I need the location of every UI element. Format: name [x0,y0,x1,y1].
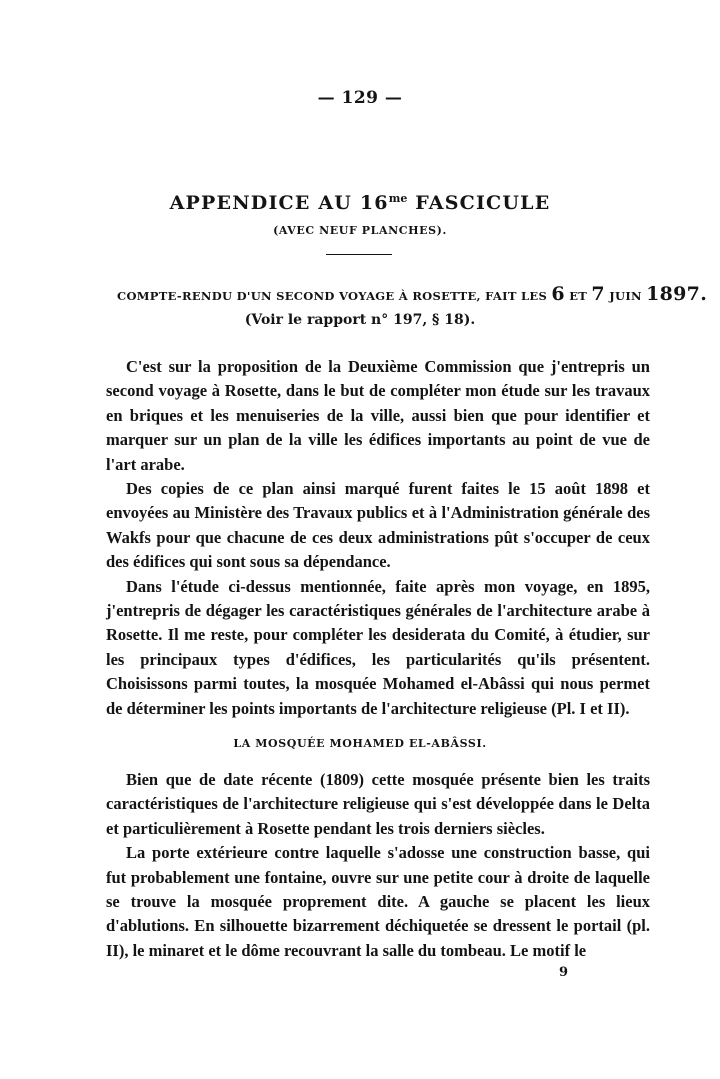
paragraph: Des copies de ce plan ainsi marqué furent faites le 15 août 1898 et envoyées au Ministère des Travaux publics et à l'Administration générale des Wakfs pour que chacune de ces deux administrations pût s'occuper de ceux des édifices qui sont sous sa dépendance. [106,479,650,572]
appendix-title-after: FASCICULE [407,192,551,214]
report-end: . [700,283,708,305]
appendix-title-main: APPENDICE AU 16 [169,192,389,214]
report-day-1: 6 [551,283,565,305]
page-number: — 129 — [317,88,403,108]
paragraph: Bien que de date récente (1809) cette mosquée présente bien les traits caractéristiques de l'architecture religieuse qui s'est développée dans le Delta et particulièrement à Rosette pendant les trois derniers siècles. [106,770,650,838]
intro-text-block [106,355,650,721]
section-text-block [106,768,650,963]
divider-rule [326,254,392,255]
section-heading: LA MOSQUÉE MOHAMED EL-ABÂSSI. [233,737,487,750]
appendix-subtitle: (AVEC NEUF PLANCHES). [273,224,447,237]
appendix-title-superscript: me [388,192,408,205]
report-day-2: 7 [591,283,605,305]
report-month: JUIN [604,289,647,303]
paragraph: La porte extérieure contre laquelle s'adosse une construction basse, qui fut probablement une fontaine, ouvre sur une petite cour à droite de laquelle se trouve la mosquée proprement dite. A gauche se placent les lieux d'ablutions. En silhouette bizarrement déchiquetée se dressent le portail (pl. II), le minaret et le dôme recouvrant la salle du tombeau. Le motif le [106,843,650,960]
report-year: 1897 [646,283,701,305]
paragraph: C'est sur la proposition de la Deuxième Commission que j'entrepris un second voyage à Rosette, dans le but de compléter mon étude sur les travaux en briques et les menuiseries de la ville, aussi bien que pour identifier et marquer sur un plan de la ville les édifices importants au point de vue de l'art arabe. [106,357,650,474]
paragraph: Dans l'étude ci-dessus mentionnée, faite après mon voyage, en 1895, j'entrepris de dégager les caractéristiques générales de l'architecture arabe à Rosette. Il me reste, pour compléter les desiderata du Comité, à étudier, sur les principaux types d'édifices, les particularités qu'ils présentent. Choisissons parmi toutes, la mosquée Mohamed el-Abâssi qui nous permet de déterminer les points importants de l'architecture religieuse (Pl. I et II). [106,576,650,718]
appendix-title [0,192,720,214]
signature-mark: 9 [559,965,569,980]
report-heading-text: COMPTE-RENDU D'UN SECOND VOYAGE À ROSETTE, FAIT LES [117,289,552,303]
report-heading [117,283,708,305]
report-and: ET [564,289,592,303]
report-reference: (Voir le rapport n° 197, § 18). [244,312,476,328]
